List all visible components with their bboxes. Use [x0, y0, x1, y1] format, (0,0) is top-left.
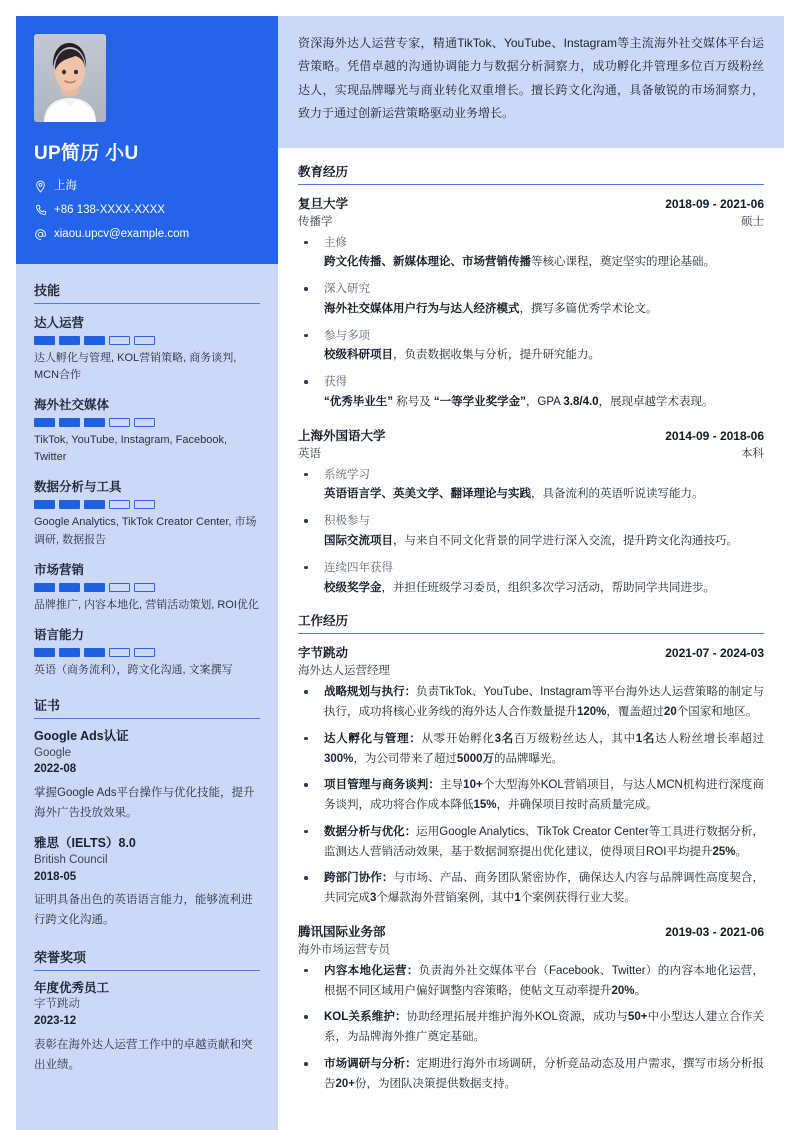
skill-level-segment: [34, 648, 55, 657]
list-item: [298, 512, 764, 552]
bullet-heading: 项目管理与商务谈判：: [324, 779, 440, 792]
work-date: 2019-03 - 2021-06: [665, 924, 764, 939]
work-entry-header: [298, 643, 764, 661]
skill-level-segment: [59, 418, 80, 427]
profile-summary: 资深海外达人运营专家，精通TikTok、YouTube、Instagram等主流海外社交媒体平台运营策略。凭借卓越的沟通协调能力与数据分析洞察力，成功孵化并管理多位百万级粉丝达人，实现品牌曝光与商业转化双重增长。擅长跨文化沟通，具备敏锐的市场洞察力，致力于通过创新运营策略驱动业务增长。: [278, 16, 784, 148]
skill-level-segment: [109, 336, 130, 345]
bullet-heading: 达人孵化与管理：: [324, 732, 422, 745]
certificate-item-description: 证明具备出色的英语语言能力，能够流利进行跨文化沟通。: [34, 894, 253, 927]
education-degree: 硕士: [741, 215, 764, 228]
work-role: 海外达人运营经理: [298, 665, 390, 678]
bullet-text: 校级奖学金，并担任班级学习委员，组织多次学习活动，帮助同学共同进步。: [324, 581, 715, 594]
education-bullets: [298, 466, 764, 599]
skill-level-segment: [134, 500, 155, 509]
skill-level-segment: [109, 500, 130, 509]
at-sign-icon: [34, 228, 47, 241]
skill-level-segment: [84, 648, 105, 657]
bullet-heading: 数据分析与优化：: [324, 825, 417, 838]
skill-description: TikTok, YouTube, Instagram, Facebook, Twitter: [34, 434, 228, 464]
bullet-label: 深入研究: [324, 283, 370, 296]
work-bullets: [298, 962, 764, 1095]
skill-level-segment: [59, 648, 80, 657]
education-date: 2014-09 - 2018-06: [665, 428, 764, 443]
bullet-text: 国际交流项目，与来自不同文化背景的同学进行深入交流，提升跨文化沟通技巧。: [324, 534, 738, 547]
education-list: [298, 194, 764, 599]
skill-level-segment: [34, 500, 55, 509]
awards-section: [34, 947, 260, 1075]
work-bullets: [298, 683, 764, 909]
skills-section: [34, 280, 260, 678]
education-entry-subheader: [298, 445, 764, 461]
bullet-heading: KOL关系维护：: [324, 1011, 407, 1024]
education-entry-subheader: [298, 213, 764, 229]
list-item: [298, 234, 764, 274]
list-item: [298, 373, 764, 413]
awards-list: [34, 980, 260, 1075]
certificate-item: [34, 728, 260, 823]
list-item: 数据分析与优化：运用Google Analytics、TikTok Creator Center等工具进行数据分析，监测达人营销活动效果，基于数据洞察提出优化建议，使得项目ROI平均提升25%。: [298, 823, 764, 863]
skill-name: 达人运营: [34, 316, 85, 331]
certificate-item-description: 掌握Google Ads平台操作与优化技能，提升海外广告投放效果。: [34, 786, 255, 819]
work-list: [298, 643, 764, 1094]
skill-level-segment: [109, 648, 130, 657]
certificate-item-org: Google: [34, 746, 72, 759]
skill-level-segment: [84, 583, 105, 592]
skill-level-segment: [84, 500, 105, 509]
skill-level-segment: [59, 336, 80, 345]
bullet-label: 积极参与: [324, 515, 370, 528]
sidebar-header: [16, 16, 278, 264]
skill-level-segment: [134, 648, 155, 657]
resume-sheet: [16, 16, 784, 1130]
skills-list: [34, 313, 260, 678]
skill-name: 语言能力: [34, 627, 85, 642]
skill-item: [34, 313, 260, 384]
certificates-section-title: 证书: [34, 695, 260, 719]
skill-level-segment: [34, 336, 55, 345]
education-section-title: 教育经历: [298, 162, 764, 185]
main-column: [278, 16, 784, 1130]
list-item: KOL关系维护：协助经理拓展并维护海外KOL资源，成功与50+中小型达人建立合作关系，为品牌海外推广奠定基础。: [298, 1008, 764, 1048]
work-entry-header: [298, 922, 764, 940]
skill-level-bar: [34, 418, 260, 427]
list-item: 市场调研与分析：定期进行海外市场调研，分析竞品动态及用户需求，撰写市场分析报告20+份，为团队决策提供数据支持。: [298, 1055, 764, 1095]
skill-level-segment: [134, 336, 155, 345]
education-bullets: [298, 234, 764, 413]
work-section-title: 工作经历: [298, 611, 764, 634]
skill-level-segment: [59, 583, 80, 592]
bullet-text: 英语语言学、英美文学、翻译理论与实践，具备流利的英语听说读写能力。: [324, 488, 704, 501]
award-item-date: 2023-12: [34, 1015, 77, 1028]
list-item: [298, 327, 764, 367]
bullet-heading: 跨部门协作：: [324, 872, 394, 885]
certificate-item: [34, 835, 260, 930]
awards-section-title: 荣誉奖项: [34, 947, 260, 971]
skills-section-title: 技能: [34, 280, 260, 304]
main-sections: [278, 148, 784, 1118]
bullet-heading: 市场调研与分析：: [324, 1058, 417, 1070]
list-item: 项目管理与商务谈判：主导10+个大型海外KOL营销项目，与达人MCN机构进行深度商务谈判，成功将合作成本降低15%，并确保项目按时高质量完成。: [298, 776, 764, 816]
skill-name: 数据分析与工具: [34, 480, 122, 495]
bullet-label: 系统学习: [324, 468, 370, 481]
list-item: [298, 559, 764, 599]
award-item: [34, 980, 260, 1075]
skill-description: 英语（商务流利），跨文化沟通, 文案撰写: [34, 663, 233, 676]
skill-item: [34, 625, 260, 679]
list-item: 战略规划与执行：负责TikTok、YouTube、Instagram等平台海外达人运营策略的制定与执行，成功将核心业务线的海外达人合作数量提升120%，覆盖超过20个国家和地区。: [298, 683, 764, 723]
skill-level-segment: [134, 583, 155, 592]
certificate-item-title: Google Ads认证: [34, 728, 129, 743]
skill-level-bar: [34, 500, 260, 509]
sidebar: [16, 16, 278, 1130]
certificate-item-org: British Council: [34, 854, 108, 866]
certificate-item-date: 2022-08: [34, 763, 77, 776]
skill-level-bar: [34, 336, 260, 345]
skill-level-segment: [84, 418, 105, 427]
phone-icon: [34, 204, 47, 217]
award-item-title: 年度优秀员工: [34, 980, 110, 995]
work-company: 腾讯国际业务部: [298, 924, 386, 939]
skill-level-segment: [134, 418, 155, 427]
map-pin-icon: [34, 180, 47, 193]
avatar-portrait-icon: [34, 34, 106, 122]
contact-phone: [34, 202, 260, 218]
education-section: [298, 162, 764, 599]
list-item: 跨部门协作：与市场、产品、商务团队紧密协作，确保达人内容与品牌调性高度契合，共同完成3个爆款海外营销案例，其中1个案例获得行业大奖。: [298, 869, 764, 909]
skill-level-segment: [84, 336, 105, 345]
bullet-text: “优秀毕业生” 称号及 “一等学业奖学金”，GPA 3.8/4.0，展现卓越学术表现。: [324, 395, 714, 408]
education-entry-header: [298, 426, 764, 444]
award-item-description: 表彰在海外达人运营工作中的卓越贡献和突出业绩。: [34, 1038, 253, 1071]
skill-item: [34, 560, 260, 614]
award-item-org: 字节跳动: [34, 998, 80, 1011]
education-school: 上海外国语大学: [298, 428, 386, 443]
bullet-label: 获得: [324, 376, 347, 389]
education-major: 传播学: [298, 215, 333, 228]
work-entry-subheader: [298, 662, 764, 678]
bullet-text: 海外社交媒体用户行为与达人经济模式，撰写多篇优秀学术论文。: [324, 302, 658, 315]
certificates-list: [34, 728, 260, 931]
skill-level-segment: [34, 583, 55, 592]
education-entry: [298, 426, 764, 599]
sidebar-content: [16, 264, 278, 1095]
skill-level-segment: [59, 500, 80, 509]
bullet-heading: 战略规划与执行：: [324, 686, 417, 699]
bullet-label: 参与多项: [324, 329, 370, 342]
work-role: 海外市场运营专员: [298, 943, 390, 956]
skill-level-bar: [34, 583, 260, 592]
skill-description: 品牌推广, 内容本地化, 营销活动策划, ROI优化: [34, 598, 259, 611]
list-item: 内容本地化运营：负责海外社交媒体平台（Facebook、Twitter）的内容本地化运营，根据不同区域用户偏好调整内容策略，使帖文互动率提升20%。: [298, 962, 764, 1002]
bullet-text: 跨文化传播、新媒体理论、市场营销传播等核心课程，奠定坚实的理论基础。: [324, 256, 715, 269]
education-entry: [298, 194, 764, 413]
skill-level-segment: [109, 418, 130, 427]
skill-name: 市场营销: [34, 562, 85, 577]
skill-description: Google Analytics, TikTok Creator Center, 市场调研, 数据报告: [34, 516, 257, 546]
list-item: [298, 466, 764, 506]
skill-description: 达人孵化与管理, KOL营销策略, 商务谈判, MCN合作: [34, 352, 237, 382]
skill-item: [34, 395, 260, 466]
skill-level-segment: [34, 418, 55, 427]
contact-email-text: xiaou.upcv@example.com: [54, 228, 190, 241]
work-entry: [298, 922, 764, 1095]
work-entry: [298, 643, 764, 909]
work-section: [298, 611, 764, 1094]
skill-item: [34, 477, 260, 548]
education-date: 2018-09 - 2021-06: [665, 196, 764, 211]
skill-level-segment: [109, 583, 130, 592]
bullet-label: 主修: [324, 236, 347, 249]
certificate-item-date: 2018-05: [34, 870, 77, 883]
contact-phone-text: +86 138-XXXX-XXXX: [54, 204, 165, 217]
certificate-item-title: 雅思（IELTS）8.0: [34, 836, 136, 851]
bullet-text: 校级科研项目，负责数据收集与分析，提升研究能力。: [324, 349, 600, 362]
list-item: 达人孵化与管理：从零开始孵化3名百万级粉丝达人，其中1名达人粉丝增长率超过300%，为公司带来了超过5000万的品牌曝光。: [298, 730, 764, 770]
profile-name: UP简历 小U: [34, 143, 139, 164]
bullet-heading: 内容本地化运营：: [324, 964, 419, 977]
education-entry-header: [298, 194, 764, 212]
education-school: 复旦大学: [298, 196, 349, 211]
contact-location: [34, 178, 260, 194]
education-degree: 本科: [741, 447, 764, 460]
work-entry-subheader: [298, 941, 764, 957]
contact-email: [34, 226, 260, 242]
work-company: 字节跳动: [298, 646, 349, 661]
certificates-section: [34, 695, 260, 931]
list-item: [298, 280, 764, 320]
avatar: [34, 34, 106, 122]
contact-location-text: 上海: [54, 180, 77, 192]
skill-name: 海外社交媒体: [34, 398, 110, 413]
bullet-label: 连续四年获得: [324, 561, 393, 574]
education-major: 英语: [298, 447, 321, 460]
skill-level-bar: [34, 648, 260, 657]
work-date: 2021-07 - 2024-03: [665, 646, 764, 661]
